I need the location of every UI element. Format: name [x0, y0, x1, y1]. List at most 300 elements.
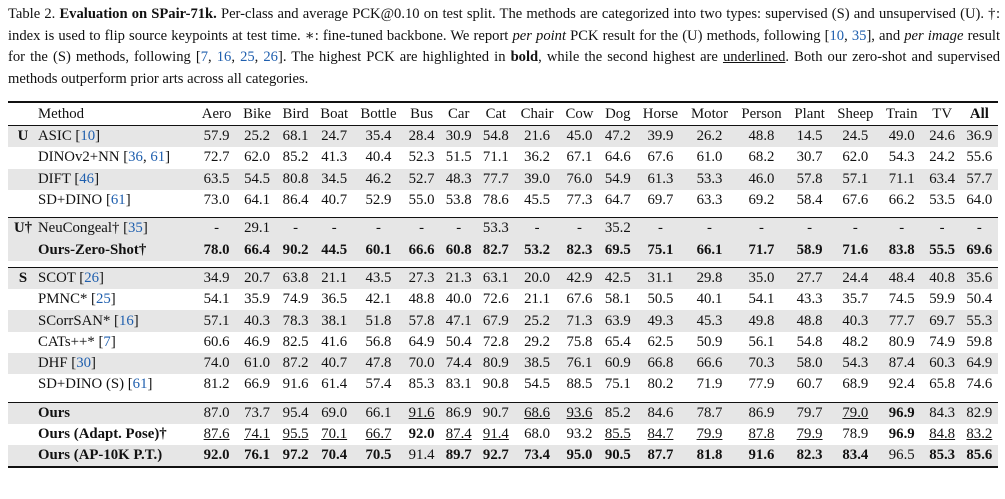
value-cell: 39.9 — [636, 126, 684, 148]
method-label: Ours (AP-10K P.T.) — [38, 447, 163, 464]
value-cell: 40.4 — [365, 149, 392, 166]
value-cell: 54.9 — [599, 169, 636, 190]
value-cell: 85.6 — [961, 445, 998, 467]
value-cell: 54.5 — [524, 376, 551, 393]
citation-link[interactable]: 7 — [103, 333, 111, 350]
value-cell: 93.2 — [566, 426, 593, 442]
method-name — [34, 239, 196, 260]
method-name: SCOT [26] — [34, 267, 196, 289]
caption-title: Evaluation on SPair-71k. — [59, 6, 217, 22]
value-cell: 27.3 — [403, 267, 440, 289]
value-cell: 80.8 — [277, 169, 315, 190]
column-header-dog: Dog — [599, 102, 636, 126]
value-cell: 74.1 — [244, 426, 271, 442]
value-cell: 69.7 — [924, 310, 961, 331]
column-header-boat: Boat — [314, 102, 354, 126]
table-body — [8, 126, 998, 468]
value-cell: 87.0 — [196, 402, 237, 424]
citation-link[interactable]: 61 — [110, 192, 126, 209]
value-cell: 87.4 — [445, 426, 472, 442]
value-cell: - — [831, 218, 880, 240]
value-cell: 86.9 — [735, 402, 789, 424]
method-name: ASIC [10] — [34, 126, 196, 148]
value-cell: 85.5 — [604, 426, 631, 442]
value-cell: 70.5 — [354, 445, 403, 467]
value-cell: 71.7 — [735, 239, 789, 260]
value-cell: 79.0 — [831, 402, 880, 424]
value-cell: 71.6 — [831, 239, 880, 260]
table-row — [8, 402, 998, 424]
value-cell: 74.6 — [966, 376, 993, 393]
value-cell: 68.1 — [277, 126, 315, 148]
value-cell: 60.7 — [796, 376, 823, 393]
value-cell: 21.1 — [314, 267, 354, 289]
value-cell: 40.7 — [321, 192, 348, 209]
value-cell: 45.5 — [524, 192, 551, 209]
value-cell: 88.5 — [566, 376, 593, 393]
value-cell: 35.0 — [735, 267, 789, 289]
value-cell: 85.2 — [282, 149, 309, 166]
method-name: SCorrSAN* [16] — [34, 310, 196, 331]
value-cell: 82.3 — [788, 445, 830, 467]
value-cell: 83.4 — [831, 445, 880, 467]
value-cell: 71.1 — [880, 169, 924, 190]
value-cell: 21.1 — [524, 291, 551, 308]
value-cell: 78.9 — [842, 426, 869, 442]
value-cell: 83.2 — [966, 426, 993, 442]
value-cell: 61.4 — [321, 376, 348, 393]
value-cell: 66.6 — [685, 353, 735, 374]
citation-link[interactable]: 7 — [200, 49, 209, 66]
table-row — [8, 267, 998, 289]
value-cell: 90.7 — [477, 402, 514, 424]
value-cell: 66.7 — [365, 426, 392, 442]
value-cell: 87.4 — [880, 353, 924, 374]
value-cell: 80.9 — [477, 353, 514, 374]
value-cell: 72.7 — [203, 149, 230, 166]
value-cell: - — [924, 218, 961, 240]
value-cell: 70.0 — [403, 353, 440, 374]
column-header-horse: Horse — [636, 102, 684, 126]
value-cell: 61.3 — [636, 169, 684, 190]
value-cell: - — [560, 218, 600, 240]
value-cell: 84.7 — [647, 426, 674, 442]
value-cell: 78.3 — [277, 310, 315, 331]
value-cell: - — [788, 218, 830, 240]
value-cell: 68.2 — [748, 149, 775, 166]
value-cell: 25.2 — [237, 126, 277, 148]
value-cell: 40.3 — [831, 310, 880, 331]
value-cell: 84.6 — [636, 402, 684, 424]
method-name: SD+DINO [61] — [38, 192, 131, 209]
citation-link[interactable]: 10 — [829, 27, 845, 44]
value-cell: 57.4 — [365, 376, 392, 393]
value-cell: 53.8 — [445, 192, 472, 209]
value-cell: - — [196, 218, 237, 240]
value-cell: 73.0 — [203, 192, 230, 209]
value-cell: 68.9 — [842, 376, 869, 393]
value-cell: 97.2 — [277, 445, 315, 467]
value-cell: - — [314, 218, 354, 240]
citation-link[interactable]: 26 — [263, 49, 278, 66]
citation-link[interactable]: 25 — [95, 291, 111, 308]
value-cell: - — [440, 218, 477, 240]
value-cell: 90.8 — [482, 376, 509, 393]
method-label: NeuCongeal† — [38, 220, 120, 237]
value-cell: 47.2 — [599, 126, 636, 148]
value-cell: 67.1 — [566, 149, 593, 166]
column-header-bike: Bike — [237, 102, 277, 126]
column-header-person: Person — [735, 102, 789, 126]
table-row — [8, 239, 998, 260]
method-label: SD+DINO — [38, 192, 103, 209]
value-cell: 64.1 — [244, 192, 271, 209]
value-cell: 77.7 — [477, 169, 514, 190]
value-cell: 48.8 — [788, 310, 830, 331]
value-cell: 50.4 — [966, 291, 993, 308]
group-label — [8, 402, 34, 424]
column-header-cat: Cat — [477, 102, 514, 126]
caption-text: per image — [904, 27, 964, 44]
method-name — [34, 445, 196, 467]
value-cell: 51.5 — [445, 149, 472, 166]
value-cell: 90.5 — [599, 445, 636, 467]
citation-link[interactable]: 16 — [119, 312, 134, 329]
value-cell: 69.6 — [961, 239, 998, 260]
caption-text: Per-class and average PCK@0.10 on test split. The methods are categorized into two types: supervised (S) and unsupervised (U). †: index is used to flip source keypoints at test time. ∗: fine-tuned backbone. We report — [8, 6, 1000, 44]
value-cell: 54.1 — [203, 291, 230, 308]
value-cell: 63.1 — [477, 267, 514, 289]
value-cell: - — [277, 218, 315, 240]
method-label: CATs++* — [38, 333, 95, 350]
value-cell: 60.6 — [203, 333, 230, 350]
group-label: U — [8, 126, 34, 148]
value-cell: 52.7 — [403, 169, 440, 190]
value-cell: 41.3 — [321, 149, 348, 166]
column-header-sheep: Sheep — [831, 102, 880, 126]
value-cell: 80.2 — [647, 376, 674, 393]
citation-link[interactable]: 26 — [84, 269, 99, 286]
value-cell: 35.2 — [599, 218, 636, 240]
value-cell: 50.4 — [445, 333, 472, 350]
value-cell: 78.6 — [482, 192, 509, 209]
value-cell: 91.6 — [282, 376, 309, 393]
value-cell: 40.3 — [237, 310, 277, 331]
value-cell: 54.8 — [477, 126, 514, 148]
citation-link[interactable]: 16 — [216, 49, 232, 66]
value-cell: 91.6 — [403, 402, 440, 424]
value-cell: 26.2 — [685, 126, 735, 148]
value-cell: 87.7 — [636, 445, 684, 467]
column-header-all: All — [961, 102, 998, 126]
caption-text: , while the second highest are — [538, 49, 723, 66]
value-cell: 43.3 — [796, 291, 823, 308]
value-cell: - — [735, 218, 789, 240]
value-cell: 82.7 — [477, 239, 514, 260]
value-cell: 81.2 — [203, 376, 230, 393]
value-cell: 52.9 — [365, 192, 392, 209]
value-cell: 54.8 — [796, 333, 823, 350]
table-row — [8, 126, 998, 148]
value-cell: 68.0 — [524, 426, 551, 442]
value-cell: 70.4 — [314, 445, 354, 467]
column-header-cow: Cow — [560, 102, 600, 126]
value-cell: 78.7 — [685, 402, 735, 424]
column-header-motor: Motor — [685, 102, 735, 126]
citation-link[interactable]: 61 — [150, 149, 166, 166]
value-cell: 53.5 — [929, 192, 956, 209]
table-row — [8, 190, 998, 211]
value-cell: 62.0 — [244, 149, 271, 166]
caption-text: , — [208, 49, 217, 66]
group-label — [8, 310, 34, 331]
value-cell: 83.8 — [880, 239, 924, 260]
value-cell: 90.2 — [277, 239, 315, 260]
value-cell: 50.5 — [647, 291, 674, 308]
value-cell: 63.3 — [696, 192, 723, 209]
value-cell: 48.2 — [842, 333, 869, 350]
value-cell: 79.9 — [696, 426, 723, 442]
value-cell: 66.1 — [685, 239, 735, 260]
method-label: SD+DINO (S) — [38, 376, 125, 393]
value-cell: 72.8 — [482, 333, 509, 350]
value-cell: 92.7 — [477, 445, 514, 467]
value-cell: 24.4 — [831, 267, 880, 289]
method-name: PMNC* [25] — [38, 291, 116, 308]
value-cell: 92.4 — [888, 376, 915, 393]
value-cell: 38.1 — [314, 310, 354, 331]
value-cell: 20.7 — [237, 267, 277, 289]
citation-link[interactable]: 25 — [240, 49, 255, 66]
value-cell: 64.9 — [961, 353, 998, 374]
value-cell: 42.9 — [560, 267, 600, 289]
value-cell: 64.7 — [604, 192, 631, 209]
value-cell: 66.4 — [237, 239, 277, 260]
value-cell: 53.2 — [514, 239, 559, 260]
value-cell: 79.7 — [788, 402, 830, 424]
value-cell: 40.7 — [314, 353, 354, 374]
citation-link[interactable]: 35 — [851, 27, 867, 44]
method-label: SCorrSAN* — [38, 312, 111, 329]
value-cell: 38.5 — [514, 353, 559, 374]
citation-link[interactable]: 61 — [132, 376, 148, 393]
group-label — [8, 445, 34, 467]
caption-text: , — [254, 49, 264, 66]
group-label — [8, 374, 34, 395]
value-cell: 62.5 — [647, 333, 674, 350]
column-header-tv: TV — [924, 102, 961, 126]
caption-text: . Both our zero-shot and supervised methods outperform prior arts across all categories. — [8, 49, 1000, 87]
value-cell: 40.8 — [924, 267, 961, 289]
citation-link[interactable]: 35 — [128, 220, 143, 237]
method-label: Ours (Adapt. Pose)† — [38, 426, 167, 442]
value-cell: 58.1 — [604, 291, 631, 308]
group-label — [8, 239, 34, 260]
value-cell: 42.1 — [365, 291, 392, 308]
value-cell: 35.7 — [842, 291, 869, 308]
value-cell: 46.2 — [354, 169, 403, 190]
value-cell: 24.6 — [924, 126, 961, 148]
method-name: DINOv2+NN [36, 61] — [38, 149, 171, 166]
value-cell: 58.0 — [788, 353, 830, 374]
group-label — [8, 424, 34, 445]
value-cell: 55.3 — [961, 310, 998, 331]
value-cell: 63.9 — [599, 310, 636, 331]
value-cell: 79.9 — [796, 426, 823, 442]
method-label: Ours-Zero-Shot† — [38, 241, 147, 258]
value-cell: 66.9 — [244, 376, 271, 393]
value-cell: 76.0 — [560, 169, 600, 190]
value-cell: 25.2 — [514, 310, 559, 331]
value-cell: 52.3 — [408, 149, 435, 166]
value-cell: - — [514, 218, 559, 240]
value-cell: 77.7 — [880, 310, 924, 331]
value-cell: 56.8 — [365, 333, 392, 350]
group-label — [8, 289, 34, 310]
value-cell: 59.8 — [966, 333, 993, 350]
value-cell: 83.1 — [445, 376, 472, 393]
value-cell: 63.4 — [924, 169, 961, 190]
value-cell: 21.6 — [514, 126, 559, 148]
value-cell: 81.8 — [685, 445, 735, 467]
value-cell: 41.6 — [321, 333, 348, 350]
caption-text: ], and — [866, 27, 905, 44]
value-cell: 34.5 — [314, 169, 354, 190]
value-cell: 68.6 — [514, 402, 559, 424]
value-cell: 92.0 — [408, 426, 435, 442]
value-cell: 69.5 — [599, 239, 636, 260]
caption-text: bold — [510, 49, 539, 66]
value-cell: 29.1 — [237, 218, 277, 240]
table-row — [8, 424, 998, 445]
results-table — [8, 101, 998, 468]
value-cell: 63.5 — [196, 169, 237, 190]
method-name: DIFT [46] — [34, 169, 196, 190]
value-cell: 47.1 — [440, 310, 477, 331]
value-cell: 46.9 — [244, 333, 271, 350]
value-cell: 58.4 — [796, 192, 823, 209]
value-cell: 57.9 — [196, 126, 237, 148]
caption-text: , — [844, 27, 852, 44]
citation-link[interactable]: 36 — [128, 149, 143, 166]
table-row — [8, 218, 998, 240]
value-cell: 24.2 — [929, 149, 956, 166]
method-name — [34, 424, 196, 445]
method-label: DHF — [38, 355, 68, 372]
value-cell: 45.0 — [560, 126, 600, 148]
value-cell: 51.8 — [354, 310, 403, 331]
method-name: NeuCongeal† [35] — [34, 218, 196, 240]
group-label: S — [8, 267, 34, 289]
value-cell: 47.8 — [354, 353, 403, 374]
table-row — [8, 445, 998, 467]
value-cell: 36.5 — [321, 291, 348, 308]
value-cell: 57.8 — [403, 310, 440, 331]
column-header-plant: Plant — [788, 102, 830, 126]
column-header-bus: Bus — [403, 102, 440, 126]
value-cell: 78.0 — [196, 239, 237, 260]
value-cell: 42.5 — [599, 267, 636, 289]
method-label: DINOv2+NN — [38, 149, 120, 166]
caption-text: , — [231, 49, 241, 66]
value-cell: - — [880, 218, 924, 240]
value-cell: 69.7 — [647, 192, 674, 209]
value-cell: 69.0 — [314, 402, 354, 424]
value-cell: 48.8 — [735, 126, 789, 148]
citation-link[interactable]: 46 — [79, 170, 95, 187]
value-cell: - — [961, 218, 998, 240]
method-label: ASIC — [38, 128, 72, 145]
value-cell: 20.0 — [514, 267, 559, 289]
value-cell: 24.7 — [314, 126, 354, 148]
method-label: Ours — [38, 404, 71, 421]
value-cell: 50.9 — [696, 333, 723, 350]
value-cell: 92.0 — [196, 445, 237, 467]
value-cell: 56.1 — [748, 333, 775, 350]
value-cell: 76.1 — [560, 353, 600, 374]
value-cell: 60.3 — [924, 353, 961, 374]
value-cell: 93.6 — [560, 402, 600, 424]
value-cell: 91.4 — [403, 445, 440, 467]
value-cell: 54.1 — [748, 291, 775, 308]
value-cell: 57.1 — [831, 169, 880, 190]
value-cell: 35.4 — [354, 126, 403, 148]
citation-link[interactable]: 30 — [76, 355, 92, 372]
value-cell: 49.8 — [735, 310, 789, 331]
value-cell: 85.3 — [408, 376, 435, 393]
value-cell: 91.4 — [482, 426, 509, 442]
value-cell: 43.5 — [354, 267, 403, 289]
value-cell: 60.8 — [440, 239, 477, 260]
value-cell: 70.1 — [321, 426, 348, 442]
value-cell: 28.4 — [403, 126, 440, 148]
value-cell: 54.5 — [237, 169, 277, 190]
value-cell: 29.8 — [685, 267, 735, 289]
value-cell: 75.8 — [566, 333, 593, 350]
value-cell: 67.6 — [566, 291, 593, 308]
value-cell: 80.9 — [888, 333, 915, 350]
value-cell: 34.9 — [196, 267, 237, 289]
value-cell: 95.4 — [277, 402, 315, 424]
column-header-method: Method — [34, 102, 196, 126]
value-cell: 60.9 — [599, 353, 636, 374]
value-cell: 65.8 — [929, 376, 956, 393]
value-cell: 54.3 — [888, 149, 915, 166]
caption-text: result for the (S) methods, following [ — [8, 27, 1000, 66]
value-cell: 67.6 — [647, 149, 674, 166]
value-cell: 55.5 — [924, 239, 961, 260]
value-cell: 74.9 — [929, 333, 956, 350]
group-label — [8, 147, 34, 168]
value-cell: 30.7 — [796, 149, 823, 166]
value-cell: 54.3 — [831, 353, 880, 374]
value-cell: 44.5 — [314, 239, 354, 260]
value-cell: 87.6 — [203, 426, 230, 442]
value-cell: 14.5 — [788, 126, 830, 148]
group-label — [8, 332, 34, 353]
table-row — [8, 147, 998, 168]
value-cell: 74.9 — [282, 291, 309, 308]
citation-link[interactable]: 10 — [80, 128, 96, 145]
value-cell: 66.8 — [636, 353, 684, 374]
value-cell: 31.1 — [636, 267, 684, 289]
value-cell: 24.5 — [831, 126, 880, 148]
value-cell: 74.0 — [196, 353, 237, 374]
table-row — [8, 169, 998, 190]
value-cell: 73.4 — [514, 445, 559, 467]
value-cell: 46.0 — [735, 169, 789, 190]
value-cell: 49.0 — [880, 126, 924, 148]
